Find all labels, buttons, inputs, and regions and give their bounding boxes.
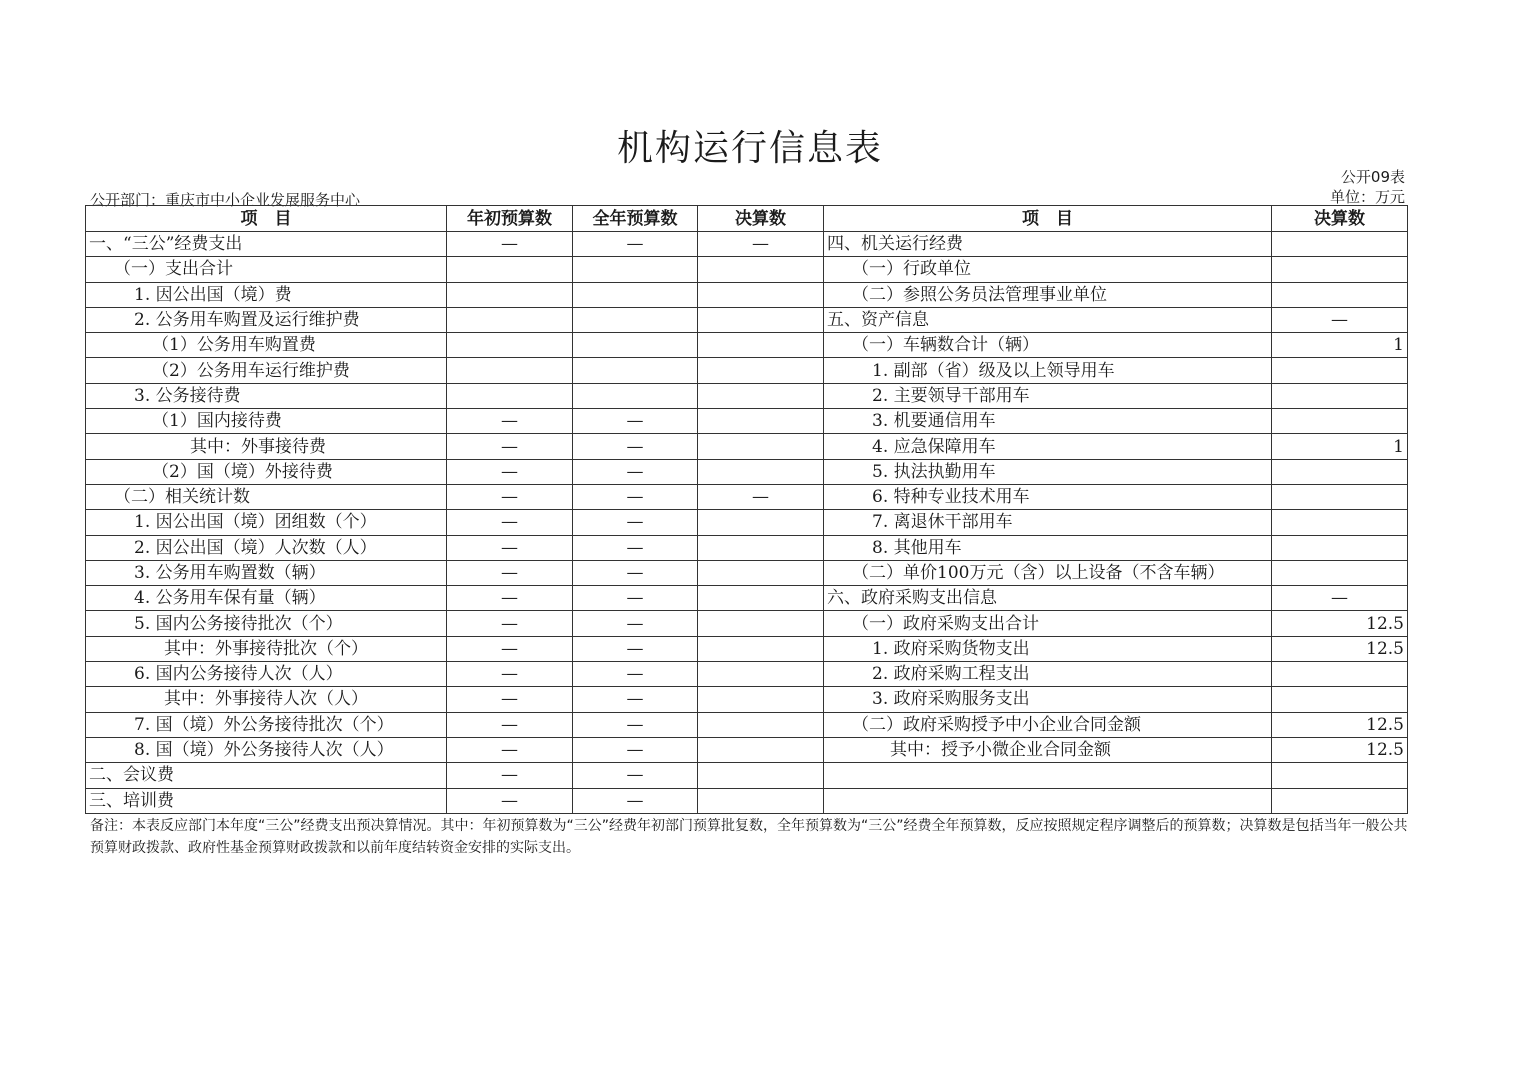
right-final-value <box>1272 662 1408 687</box>
right-final-value <box>1272 409 1408 434</box>
initial-budget-value: — <box>447 586 573 611</box>
final-value <box>698 459 824 484</box>
left-item-label: 6. 国内公务接待人次（人） <box>86 662 447 687</box>
initial-budget-value: — <box>447 662 573 687</box>
full-budget-value <box>573 333 698 358</box>
final-value <box>698 662 824 687</box>
full-budget-value <box>573 358 698 383</box>
initial-budget-value: — <box>447 232 573 257</box>
final-value <box>698 383 824 408</box>
final-value <box>698 307 824 332</box>
full-budget-value: — <box>573 636 698 661</box>
right-item-label: （一）行政单位 <box>824 257 1272 282</box>
table-row <box>86 611 1408 636</box>
right-final-value: 1 <box>1272 333 1408 358</box>
final-value <box>698 434 824 459</box>
left-item-label: 2. 因公出国（境）人次数（人） <box>86 535 447 560</box>
table-row <box>86 763 1408 788</box>
full-budget-value: — <box>573 712 698 737</box>
full-budget-value: — <box>573 611 698 636</box>
right-item-label <box>824 788 1272 813</box>
right-final-value <box>1272 459 1408 484</box>
final-value <box>698 586 824 611</box>
full-budget-value: — <box>573 737 698 762</box>
footnote: 备注：本表反应部门本年度“三公”经费支出预决算情况。其中：年初预算数为“三公”经费年初部门预算批复数，全年预算数为“三公”经费全年预算数，反应按照规定程序调整后的预算数；决算数是包括当年一般公共预算财政拨款、政府性基金预算财政拨款和以前年度结转资金安排的实际支出。 <box>90 818 1408 856</box>
right-item-label: （一）车辆数合计（辆） <box>824 333 1272 358</box>
table-row <box>86 409 1408 434</box>
right-item-label: 7. 离退休干部用车 <box>824 510 1272 535</box>
page-title: 机构运行信息表 <box>616 128 883 169</box>
final-value <box>698 560 824 585</box>
left-item-label: 4. 公务用车保有量（辆） <box>86 586 447 611</box>
table-row <box>86 737 1408 762</box>
right-item-label: （一）政府采购支出合计 <box>824 611 1272 636</box>
initial-budget-value: — <box>447 459 573 484</box>
left-item-label: 1. 因公出国（境）团组数（个） <box>86 510 447 535</box>
right-final-value <box>1272 484 1408 509</box>
initial-budget-value: — <box>447 484 573 509</box>
final-value <box>698 282 824 307</box>
left-item-label: （2）国（境）外接待费 <box>86 459 447 484</box>
final-value <box>698 763 824 788</box>
initial-budget-value <box>447 333 573 358</box>
right-item-label: 四、机关运行经费 <box>824 232 1272 257</box>
department-label: 公开部门：重庆市中小企业发展服务中心 <box>90 191 361 209</box>
right-item-label: 其中：授予小微企业合同金额 <box>824 737 1272 762</box>
full-budget-value: — <box>573 535 698 560</box>
right-final-value <box>1272 282 1408 307</box>
left-item-label: （一）支出合计 <box>86 257 447 282</box>
initial-budget-value: — <box>447 535 573 560</box>
final-value <box>698 409 824 434</box>
full-budget-value: — <box>573 560 698 585</box>
full-budget-value: — <box>573 763 698 788</box>
right-final-value <box>1272 788 1408 813</box>
final-value <box>698 611 824 636</box>
final-value <box>698 535 824 560</box>
full-budget-value: — <box>573 788 698 813</box>
left-item-label: （二）相关统计数 <box>86 484 447 509</box>
right-item-label: （二）单价100万元（含）以上设备（不含车辆） <box>824 560 1272 585</box>
full-budget-value: — <box>573 586 698 611</box>
right-item-label: 6. 特种专业技术用车 <box>824 484 1272 509</box>
right-item-label: 8. 其他用车 <box>824 535 1272 560</box>
right-item-label: 2. 政府采购工程支出 <box>824 662 1272 687</box>
right-final-value <box>1272 560 1408 585</box>
final-value <box>698 358 824 383</box>
left-item-label: 7. 国（境）外公务接待批次（个） <box>86 712 447 737</box>
form-number: 公开09表 <box>1340 168 1405 186</box>
header-final: 决算数 <box>698 206 824 232</box>
right-final-value: — <box>1272 307 1408 332</box>
full-budget-value: — <box>573 434 698 459</box>
initial-budget-value: — <box>447 434 573 459</box>
full-budget-value: — <box>573 484 698 509</box>
left-item-label: （1）公务用车购置费 <box>86 333 447 358</box>
right-final-value <box>1272 232 1408 257</box>
right-final-value: — <box>1272 586 1408 611</box>
right-item-label: 4. 应急保障用车 <box>824 434 1272 459</box>
right-item-label: 五、资产信息 <box>824 307 1272 332</box>
full-budget-value <box>573 307 698 332</box>
initial-budget-value <box>447 282 573 307</box>
table-row <box>86 282 1408 307</box>
table-row <box>86 510 1408 535</box>
table-row <box>86 687 1408 712</box>
initial-budget-value: — <box>447 763 573 788</box>
right-item-label: 3. 政府采购服务支出 <box>824 687 1272 712</box>
left-item-label: 其中：外事接待批次（个） <box>86 636 447 661</box>
initial-budget-value <box>447 383 573 408</box>
initial-budget-value: — <box>447 712 573 737</box>
table-row <box>86 484 1408 509</box>
right-item-label: 2. 主要领导干部用车 <box>824 383 1272 408</box>
right-item-label: 1. 政府采购货物支出 <box>824 636 1272 661</box>
initial-budget-value: — <box>447 737 573 762</box>
table-row <box>86 333 1408 358</box>
table-row <box>86 788 1408 813</box>
left-item-label: （1）国内接待费 <box>86 409 447 434</box>
table-header-row <box>86 206 1408 232</box>
table-row <box>86 535 1408 560</box>
header-item-right: 项 目 <box>824 206 1272 232</box>
final-value <box>698 737 824 762</box>
initial-budget-value <box>447 307 573 332</box>
table-row <box>86 257 1408 282</box>
info-table <box>85 205 1408 814</box>
left-item-label: 8. 国（境）外公务接待人次（人） <box>86 737 447 762</box>
full-budget-value <box>573 383 698 408</box>
full-budget-value <box>573 282 698 307</box>
table-row <box>86 358 1408 383</box>
final-value <box>698 333 824 358</box>
right-final-value: 12.5 <box>1272 636 1408 661</box>
right-final-value <box>1272 257 1408 282</box>
table-row <box>86 459 1408 484</box>
right-final-value <box>1272 535 1408 560</box>
left-item-label: 3. 公务用车购置数（辆） <box>86 560 447 585</box>
table-row <box>86 307 1408 332</box>
header-final-right: 决算数 <box>1272 206 1408 232</box>
left-item-label: 1. 因公出国（境）费 <box>86 282 447 307</box>
initial-budget-value: — <box>447 611 573 636</box>
left-item-label: 2. 公务用车购置及运行维护费 <box>86 307 447 332</box>
unit-label: 单位：万元 <box>1329 188 1405 206</box>
table-row <box>86 662 1408 687</box>
right-item-label: 5. 执法执勤用车 <box>824 459 1272 484</box>
left-item-label: 一、“三公”经费支出 <box>86 232 447 257</box>
left-item-label: 其中：外事接待费 <box>86 434 447 459</box>
final-value <box>698 257 824 282</box>
right-final-value: 12.5 <box>1272 712 1408 737</box>
table-row <box>86 383 1408 408</box>
right-final-value <box>1272 510 1408 535</box>
left-item-label: 三、培训费 <box>86 788 447 813</box>
right-final-value: 1 <box>1272 434 1408 459</box>
final-value: — <box>698 484 824 509</box>
right-item-label: （二）参照公务员法管理事业单位 <box>824 282 1272 307</box>
right-final-value <box>1272 358 1408 383</box>
right-final-value <box>1272 383 1408 408</box>
right-item-label <box>824 763 1272 788</box>
right-final-value <box>1272 687 1408 712</box>
left-item-label: 5. 国内公务接待批次（个） <box>86 611 447 636</box>
right-item-label: 3. 机要通信用车 <box>824 409 1272 434</box>
header-full-budget: 全年预算数 <box>573 206 698 232</box>
final-value <box>698 687 824 712</box>
initial-budget-value: — <box>447 409 573 434</box>
right-item-label: 六、政府采购支出信息 <box>824 586 1272 611</box>
left-item-label: 3. 公务接待费 <box>86 383 447 408</box>
table-row <box>86 232 1408 257</box>
right-item-label: 1. 副部（省）级及以上领导用车 <box>824 358 1272 383</box>
full-budget-value <box>573 257 698 282</box>
table-row <box>86 434 1408 459</box>
full-budget-value: — <box>573 409 698 434</box>
table-row <box>86 586 1408 611</box>
full-budget-value: — <box>573 687 698 712</box>
table-row <box>86 712 1408 737</box>
full-budget-value: — <box>573 662 698 687</box>
table-row <box>86 636 1408 661</box>
initial-budget-value: — <box>447 636 573 661</box>
left-item-label: 二、会议费 <box>86 763 447 788</box>
header-item: 项 目 <box>86 206 447 232</box>
final-value <box>698 510 824 535</box>
final-value <box>698 712 824 737</box>
final-value <box>698 636 824 661</box>
initial-budget-value: — <box>447 560 573 585</box>
table-row <box>86 560 1408 585</box>
initial-budget-value: — <box>447 788 573 813</box>
left-item-label: 其中：外事接待人次（人） <box>86 687 447 712</box>
right-item-label: （二）政府采购授予中小企业合同金额 <box>824 712 1272 737</box>
full-budget-value: — <box>573 459 698 484</box>
right-final-value <box>1272 763 1408 788</box>
initial-budget-value: — <box>447 687 573 712</box>
right-final-value: 12.5 <box>1272 737 1408 762</box>
right-final-value: 12.5 <box>1272 611 1408 636</box>
full-budget-value: — <box>573 232 698 257</box>
initial-budget-value: — <box>447 510 573 535</box>
full-budget-value: — <box>573 510 698 535</box>
final-value: — <box>698 232 824 257</box>
final-value <box>698 788 824 813</box>
header-initial-budget: 年初预算数 <box>447 206 573 232</box>
initial-budget-value <box>447 257 573 282</box>
left-item-label: （2）公务用车运行维护费 <box>86 358 447 383</box>
initial-budget-value <box>447 358 573 383</box>
